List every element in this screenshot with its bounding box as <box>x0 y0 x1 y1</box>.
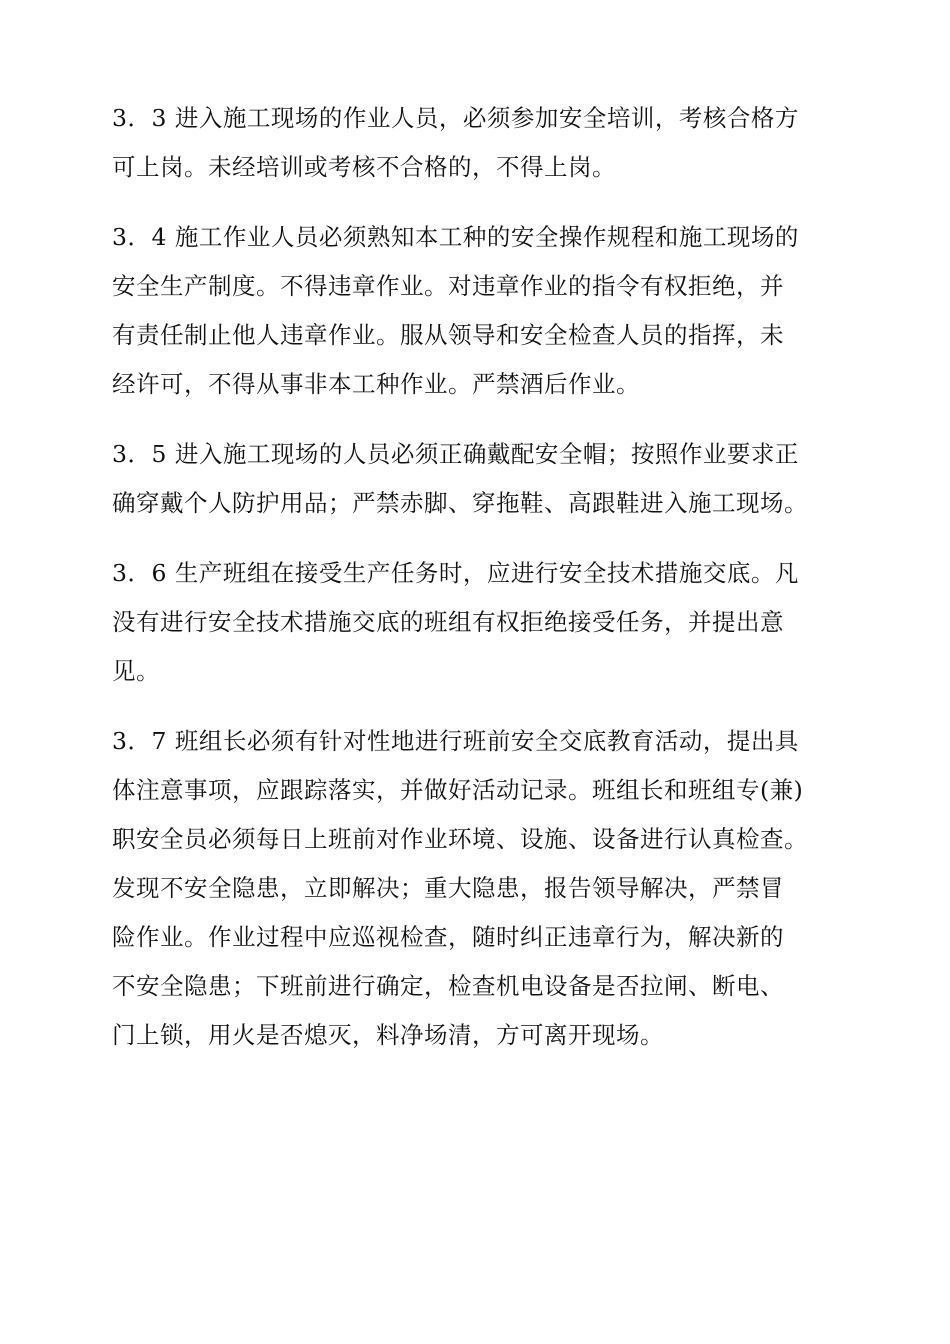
text-line: 见。 <box>112 657 160 685</box>
text-line: 险作业。作业过程中应巡视检查，随时纠正违章行为，解决新的 <box>112 923 784 951</box>
text-line: 职安全员必须每日上班前对作业环境、设施、设备进行认真检查。 <box>112 825 808 853</box>
paragraph-3-6 <box>112 549 840 696</box>
text-line: 没有进行安全技术措施交底的班组有权拒绝接受任务，并提出意 <box>112 608 784 636</box>
text-line: 体注意事项，应跟踪落实，并做好活动记录。班组长和班组专(兼) <box>112 776 804 804</box>
paragraph-3-3 <box>112 94 840 192</box>
text-line: 确穿戴个人防护用品；严禁赤脚、穿拖鞋、高跟鞋进入施工现场。 <box>112 489 808 517</box>
paragraph-3-7 <box>112 717 840 1060</box>
text-line: 有责任制止他人违章作业。服从领导和安全检查人员的指挥，未 <box>112 321 784 349</box>
document-body <box>112 94 840 1081</box>
text-line: 3．5 进入施工现场的人员必须正确戴配安全帽；按照作业要求正 <box>112 440 799 468</box>
text-line: 3．7 班组长必须有针对性地进行班前安全交底教育活动，提出具 <box>112 727 799 755</box>
paragraph-3-5 <box>112 430 840 528</box>
text-line: 3．6 生产班组在接受生产任务时，应进行安全技术措施交底。凡 <box>112 559 799 587</box>
text-line: 经许可，不得从事非本工种作业。严禁酒后作业。 <box>112 370 640 398</box>
text-line: 3．4 施工作业人员必须熟知本工种的安全操作规程和施工现场的 <box>112 223 799 251</box>
text-line: 3．3 进入施工现场的作业人员，必须参加安全培训，考核合格方 <box>112 104 799 132</box>
paragraph-3-4 <box>112 213 840 409</box>
text-line: 可上岗。未经培训或考核不合格的，不得上岗。 <box>112 153 616 181</box>
text-line: 门上锁，用火是否熄灭，料净场清，方可离开现场。 <box>112 1021 664 1049</box>
text-line: 不安全隐患；下班前进行确定，检查机电设备是否拉闸、断电、 <box>112 972 784 1000</box>
text-line: 安全生产制度。不得违章作业。对违章作业的指令有权拒绝，并 <box>112 272 784 300</box>
text-line: 发现不安全隐患，立即解决；重大隐患，报告领导解决，严禁冒 <box>112 874 784 902</box>
